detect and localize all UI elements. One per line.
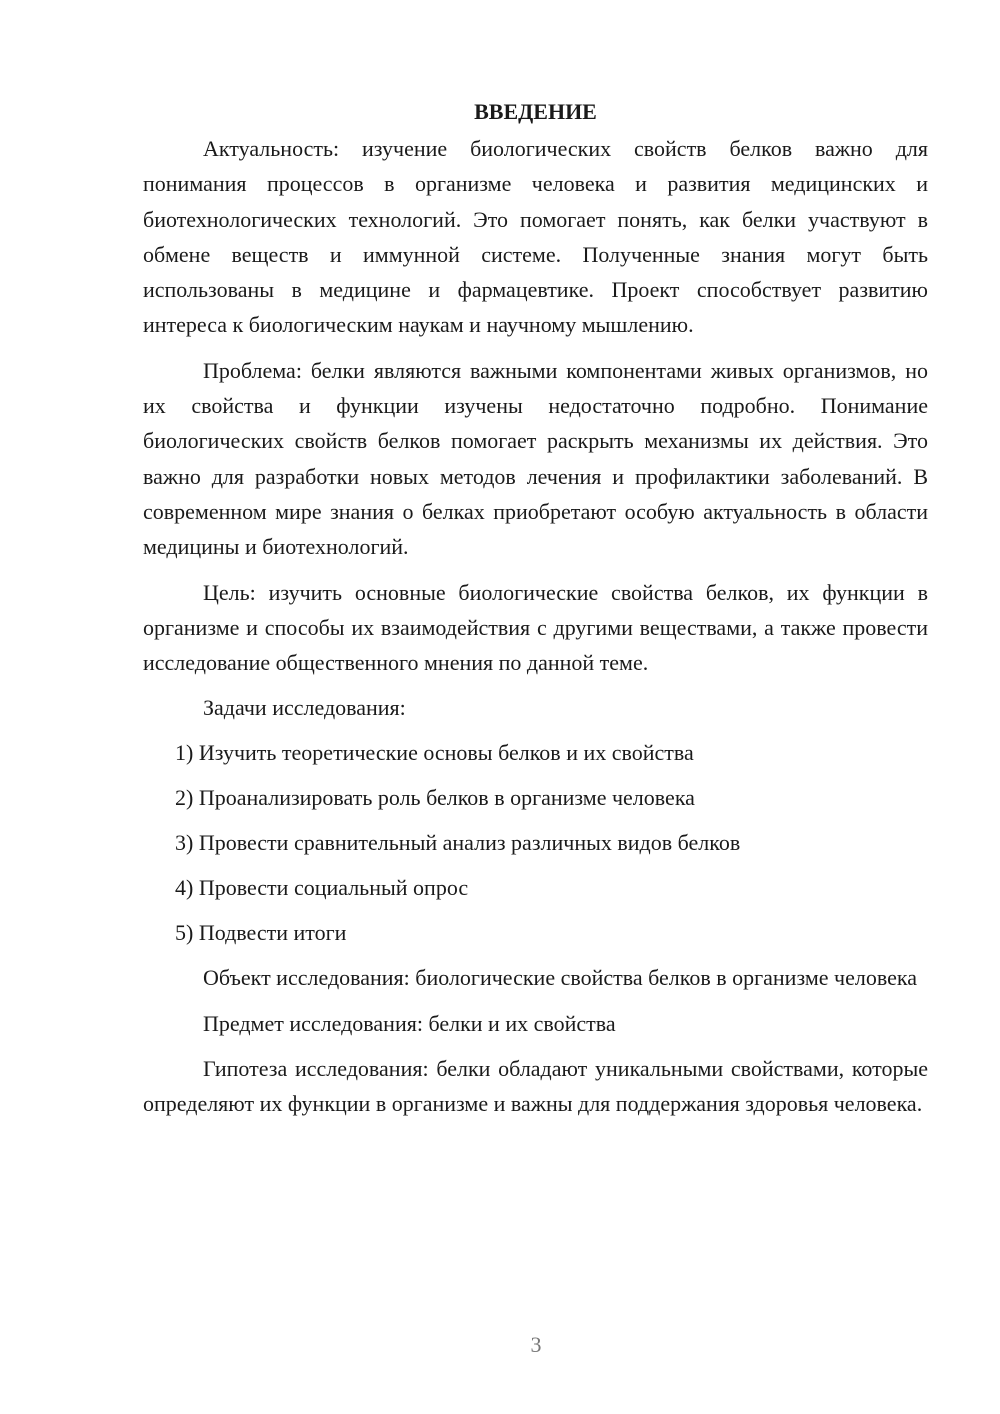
hypothesis-paragraph: Гипотеза исследования: белки обладают уникальными свойствами, которые определяют их функции в организме и важны для поддержания здоровья человека. (143, 1056, 928, 1117)
task-item: 3) Провести сравнительный анализ различных видов белков (175, 830, 741, 856)
task-item: 5) Подвести итоги (175, 920, 347, 946)
task-item: 4) Провести социальный опрос (175, 875, 469, 901)
task-item: 2) Проанализировать роль белков в организме человека (175, 785, 695, 811)
page-number: 3 (530, 1332, 542, 1357)
tasks-heading: Задачи исследования: (203, 695, 406, 721)
subject-paragraph: Предмет исследования: белки и их свойства (203, 1010, 616, 1036)
document-title: ВВЕДЕНИЕ (474, 99, 597, 124)
problem-paragraph: Проблема: белки являются важными компонентами живых организмов, но их свойства и функции изучены недостаточно подробно. Понимание биологических свойств белков помогает раскрыть механизмы их действия. Это важно для разработки новых методов лечения и профилактики заболеваний. В современном мире знания о белках приобретают особую актуальность в области медицины и биотехнологий. (143, 357, 928, 560)
goal-paragraph: Цель: изучить основные биологические свойства белков, их функции в организме и способы их взаимодействия с другими веществами, а также провести исследование общественного мнения по данной теме. (143, 579, 928, 676)
tasks-list (143, 735, 928, 950)
relevance-paragraph: Актуальность: изучение биологических свойств белков важно для понимания процессов в организме человека и развития медицинских и биотехнологических технологий. Это помогает понять, как белки участвуют в обмене веществ и иммунной системе. Полученные знания могут быть использованы в медицине и фармацевтике. Проект способствует развитию интереса к биологическим наукам и научному мышлению. (143, 136, 928, 338)
task-item: 1) Изучить теоретические основы белков и их свойства (175, 740, 694, 766)
object-paragraph: Объект исследования: биологические свойства белков в организме человека (203, 965, 917, 991)
document-page (143, 94, 928, 1132)
